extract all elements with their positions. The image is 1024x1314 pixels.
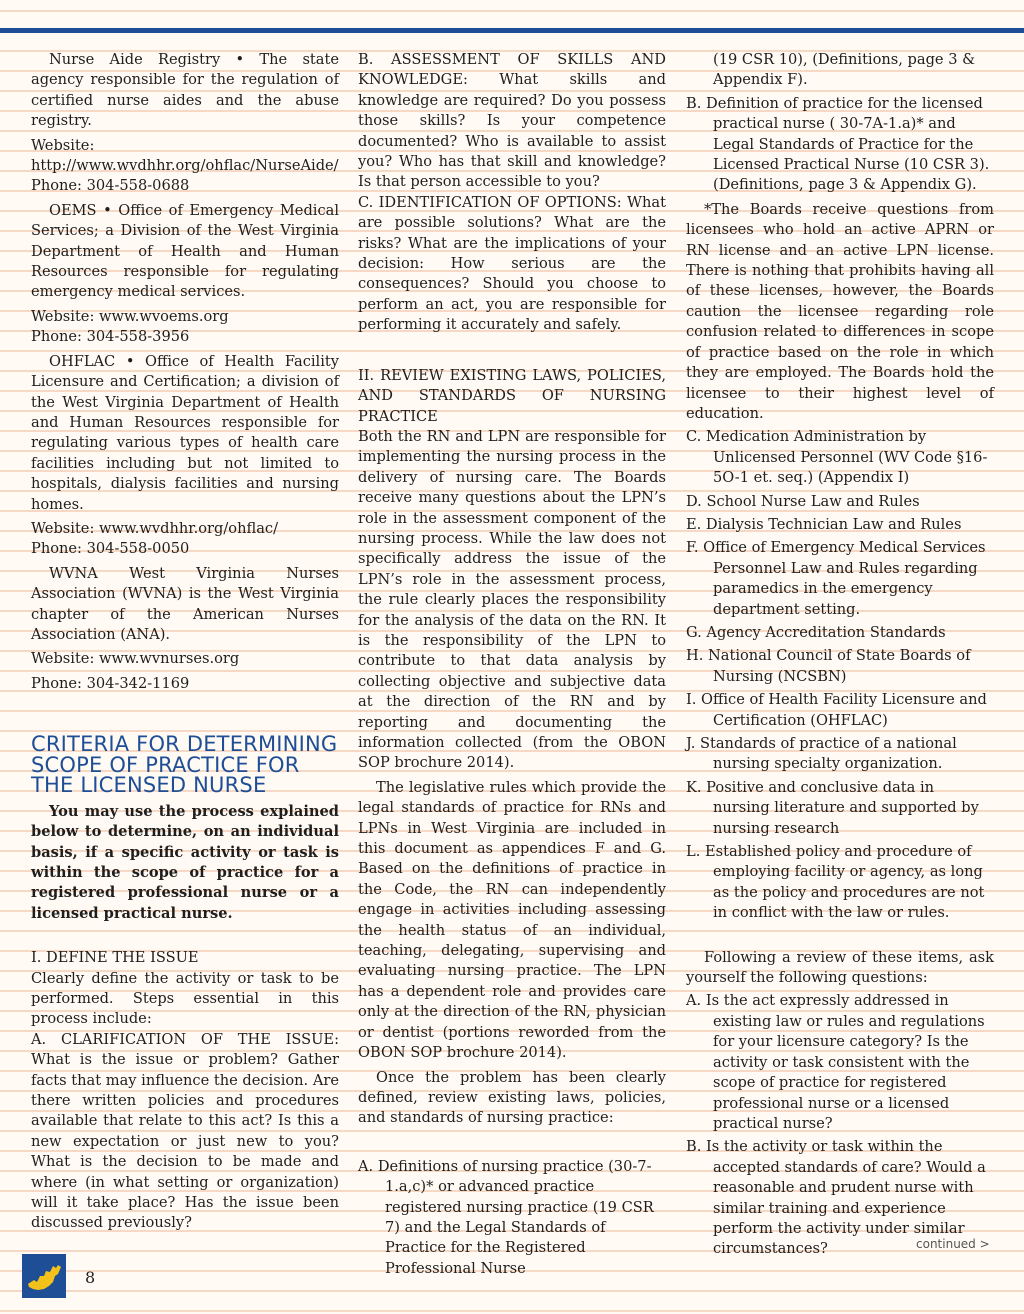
- column-1: [31, 50, 339, 1234]
- nurse-aide-registry-phone: Phone: 304-558-0688: [31, 177, 190, 195]
- ohflac-website: Website: www.wvdhhr.org/ohflac/: [31, 519, 279, 537]
- page-number: 8: [85, 1268, 96, 1287]
- step1-clarification: A. CLARIFICATION OF THE ISSUE: What is the issue or problem? Gather facts that may influence the decision. Are there written policies and procedures available that relate to this act? Is this a new expectation or just new to you? What is the decision to be made and where (in what setting or organization) will it take place? Has the issue been discussed previously?: [31, 1030, 339, 1232]
- step2-heading: II. REVIEW EXISTING LAWS, POLICIES, AND STANDARDS OF NURSING PRACTICE: [358, 366, 666, 425]
- item-d-school-nurse: D. School Nurse Law and Rules: [686, 492, 920, 510]
- column-3: [686, 50, 994, 1260]
- item-a-definitions: A. Definitions of nursing practice (30-7-1.a,c)* or advanced practice registered nursing practice (19 CSR 7) and the Legal Standards of Practice for the Registered Professional Nurse: [358, 1157, 654, 1277]
- section-title: CRITERIA FOR DETERMINING SCOPE OF PRACTICE FOR THE LICENSED NURSE: [31, 732, 338, 798]
- step2-text: Both the RN and LPN are responsible for implementing the nursing process in the delivery of nursing care. The Boards receive many questions about the LPN’s role in the assessment component of the nursing process. While the law does not specifically address the issue of the LPN’s role in the assessment process, the rule clearly places the responsibility for the analysis of the data on the RN. It is the responsibility of the LPN to contribute to that data analysis by collecting objective and subjective data at the direction of the RN and by reporting and documenting the information collected (from the OBON SOP brochure 2014).: [358, 427, 666, 772]
- item-c-medication: C. Medication Administration by Unlicensed Personnel (WV Code §16-5O-1 et. seq.) (Appendix I): [686, 428, 988, 487]
- identification-of-options: C. IDENTIFICATION OF OPTIONS: What are possible solutions? What are the risks? What are the implications of your decision: How serious are the consequences? Should you choose to perform an act, you are responsible for performing it accurately and safely.: [358, 193, 666, 334]
- intro-bold: You may use the process explained below to determine, on an individual basis, if a specific activity or task is within the scope of practice for a registered professional nurse or a licensed practical nurse.: [31, 802, 339, 922]
- wvna-website: Website: www.wvnurses.org: [31, 650, 240, 668]
- item-g-accreditation: G. Agency Accreditation Standards: [686, 623, 946, 641]
- nurse-aide-registry-website: Website: http://www.wvdhhr.org/ohflac/NurseAide/: [31, 136, 339, 175]
- item-b-lpn-definition: B. Definition of practice for the licensed practical nurse ( 30-7A-1.a)* and Legal Standards of Practice for the Licensed Practical Nurse (10 CSR 3). (Definitions, page 3 & Appendix G).: [686, 94, 990, 194]
- item-i-ohflac: I. Office of Health Facility Licensure and Certification (OHFLAC): [686, 691, 987, 729]
- once-defined-text: Once the problem has been clearly defined, review existing laws, policies, and standards of nursing practice:: [358, 1068, 666, 1127]
- oems-phone: Phone: 304-558-3956: [31, 328, 190, 346]
- following-review-text: Following a review of these items, ask yourself the following questions:: [686, 948, 994, 987]
- continued-label: continued >: [916, 1237, 990, 1251]
- item-h-ncsbn: H. National Council of State Boards of Nursing (NCSBN): [686, 647, 971, 685]
- oems-website: Website: www.wvoems.org: [31, 307, 229, 325]
- west-virginia-state-icon: [22, 1254, 66, 1298]
- assessment-of-skills: B. ASSESSMENT OF SKILLS AND KNOWLEDGE: What skills and knowledge are required? Do you possess those skills? Is your competence documented? Who is available to assist you? Who has that skill and knowledge? Is that person accessible to you?: [358, 51, 666, 191]
- item-k-research: K. Positive and conclusive data in nursing literature and supported by nursing research: [686, 778, 979, 837]
- item-j-specialty: J. Standards of practice of a national nursing specialty organization.: [686, 735, 957, 773]
- nurse-aide-registry-text: Nurse Aide Registry • The state agency responsible for the regulation of certified nurse aides and the abuse registry.: [31, 51, 339, 130]
- column-2: [358, 50, 666, 1279]
- step1-text: Clearly define the activity or task to be performed. Steps essential in this process include:: [31, 969, 339, 1028]
- legislative-rules-text: The legislative rules which provide the legal standards of practice for RNs and LPNs in West Virginia are included in this document as appendices F and G. Based on the definitions of practice in the Code, the RN can independently engage in activities including assessing the health status of an individual, teaching, delegating, supervising and evaluating nursing practice. The LPN has a dependent role and provides care only at the direction of the RN, physician or dentist (portions reworded from the OBON SOP brochure 2014).: [358, 778, 666, 1062]
- ohflac-text: OHFLAC • Office of Health Facility Licensure and Certification; a division of the West Virginia Department of Health and Human Resources responsible for regulating various types of health care facilities including but not limited to hospitals, dialysis facilities and nursing homes.: [31, 352, 339, 513]
- ohflac-phone: Phone: 304-558-0050: [31, 540, 190, 558]
- oems-text: OEMS • Office of Emergency Medical Services; a Division of the West Virginia Department of Health and Human Resources responsible for regulating emergency medical services.: [31, 201, 339, 301]
- boards-note: *The Boards receive questions from licensees who hold an active APRN or RN license and an active LPN license. There is nothing that prohibits having all of these licenses, however, the Boards caution the licensee regarding role confusion related to differences in scope of practice based on the role in which they are employed. The Boards hold the licensee to their highest level of education.: [686, 200, 994, 422]
- item-a-continued: (19 CSR 10), (Definitions, page 3 & Appendix F).: [713, 51, 976, 89]
- item-f-ems: F. Office of Emergency Medical Services Personnel Law and Rules regarding paramedics in the emergency department setting.: [686, 539, 986, 618]
- question-a: A. Is the act expressly addressed in existing law or rules and regulations for your licensure category? Is the activity or task consistent with the scope of practice for registered professional nurse or a licensed practical nurse?: [686, 992, 985, 1132]
- wvna-phone: Phone: 304-342-1169: [31, 674, 190, 692]
- step1-heading: I. DEFINE THE ISSUE: [31, 949, 199, 967]
- item-l-policy: L. Established policy and procedure of employing facility or agency, as long as the policy and procedures are not in conflict with the law or rules.: [686, 843, 985, 922]
- question-b: B. Is the activity or task within the accepted standards of care? Would a reasonable and prudent nurse with similar training and experience perform the activity under similar circumstances?: [686, 1138, 986, 1258]
- item-e-dialysis: E. Dialysis Technician Law and Rules: [686, 515, 962, 533]
- wvna-text: WVNA West Virginia Nurses Association (WVNA) is the West Virginia chapter of the American Nurses Association (ANA).: [31, 564, 339, 643]
- top-rule: [0, 28, 1024, 33]
